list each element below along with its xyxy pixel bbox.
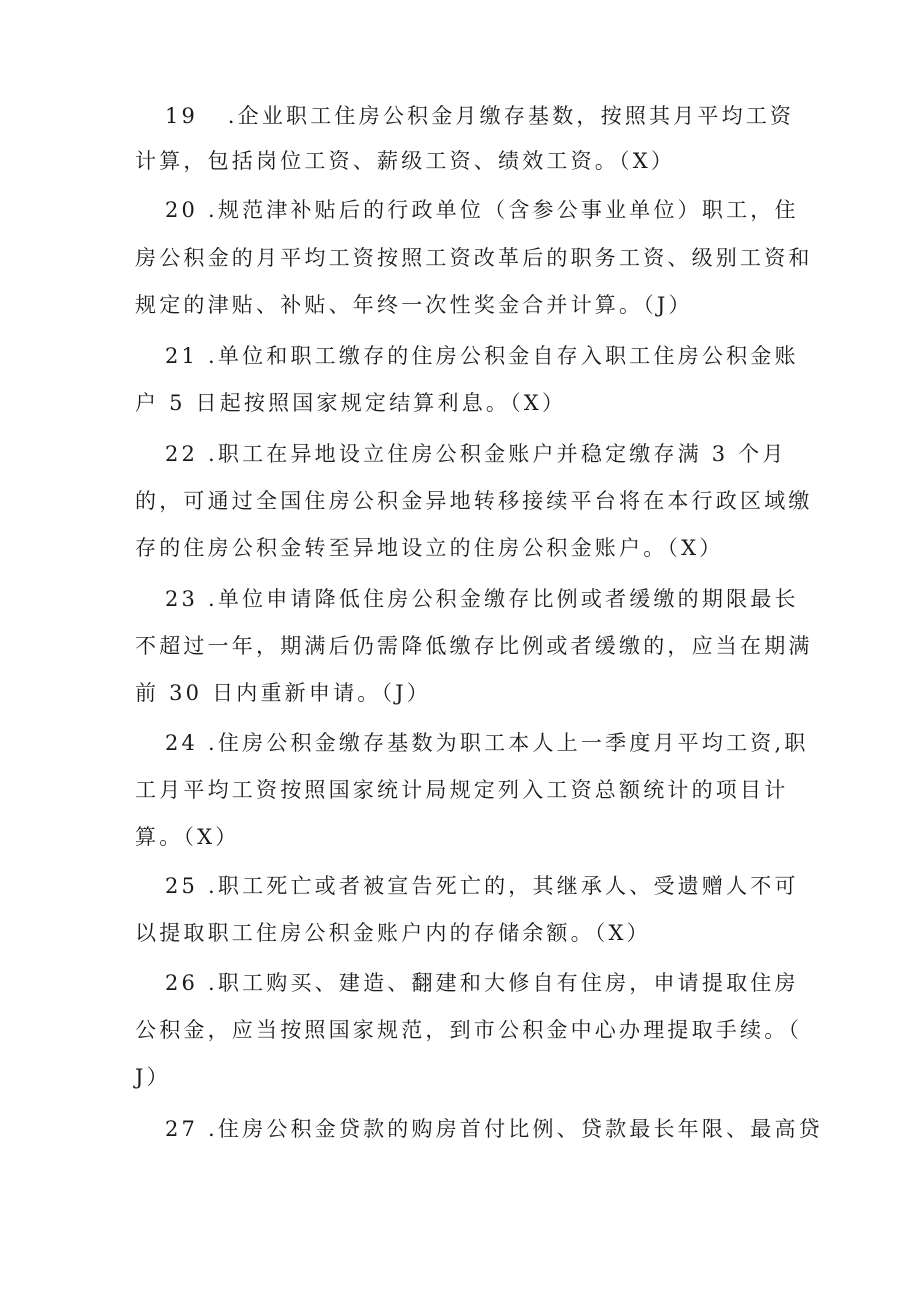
q26-line-3: J） xyxy=(135,1065,171,1089)
q23-line-1: 23 .单位申请降低住房公积金缴存比例或者缓缴的期限最长 xyxy=(165,587,799,611)
q19-line-1: 19 .企业职工住房公积金月缴存基数，按照其月平均工资 xyxy=(165,104,795,128)
q24-line-3: 算。（X） xyxy=(135,825,240,849)
q24-line-2: 工月平均工资按照国家统计局规定列入工资总额统计的项目计 xyxy=(135,778,789,802)
q23-line-2: 不超过一年，期满后仍需降低缴存比例或者缓缴的，应当在期满 xyxy=(135,634,813,658)
q23-line-3: 前 30 日内重新申请。（J） xyxy=(135,681,431,705)
q19-line-2: 计算，包括岗位工资、薪级工资、绩效工资。（X） xyxy=(135,149,676,173)
q22-line-1: 22 .职工在异地设立住房公积金账户并稳定缴存满 3 个月 xyxy=(165,442,787,466)
q27-line-1: 27 .住房公积金贷款的购房首付比例、贷款最长年限、最高贷 xyxy=(165,1117,823,1141)
q26-line-2: 公积金，应当按照国家规范，到市公积金中心办理提取手续。（ xyxy=(135,1018,803,1042)
q24-line-1: 24 .住房公积金缴存基数为职工本人上一季度月平均工资,职 xyxy=(165,731,809,755)
q21-line-1: 21 .单位和职工缴存的住房公积金自存入职工住房公积金账 xyxy=(165,344,799,368)
q20-line-1: 20 .规范津补贴后的行政单位（含参公事业单位）职工，住 xyxy=(165,198,799,222)
q20-line-2: 房公积金的月平均工资按照工资改革后的职务工资、级别工资和 xyxy=(135,246,813,270)
q22-line-3: 存的住房公积金转至异地设立的住房公积金账户。（X） xyxy=(135,536,724,560)
q21-line-2: 户 5 日起按照国家规定结算利息。（X） xyxy=(135,391,567,415)
q22-line-2: 的，可通过全国住房公积金异地转移接续平台将在本行政区域缴 xyxy=(135,489,813,513)
q20-line-3: 规定的津贴、补贴、年终一次性奖金合并计算。（J） xyxy=(135,293,693,317)
q25-line-2: 以提取职工住房公积金账户内的存储余额。（X） xyxy=(135,921,651,945)
q26-line-1: 26 .职工购买、建造、翻建和大修自有住房，申请提取住房 xyxy=(165,971,799,995)
q25-line-1: 25 .职工死亡或者被宣告死亡的，其继承人、受遗赠人不可 xyxy=(165,874,799,898)
